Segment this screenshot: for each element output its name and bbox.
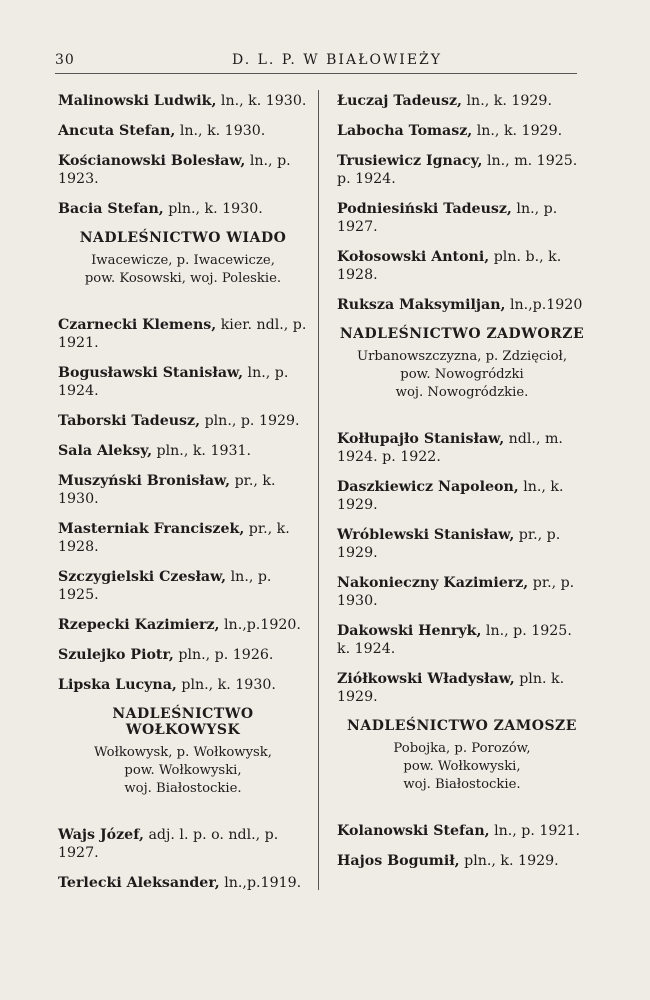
staff-name: Trusiewicz Ignacy,	[337, 153, 483, 169]
staff-name: Nakonieczny Kazimierz,	[337, 575, 529, 591]
staff-detail: kier. ndl., p. 1921.	[58, 317, 307, 351]
right-column	[337, 92, 587, 882]
staff-detail: ln., k. 1929.	[476, 123, 563, 139]
header-rule	[55, 73, 577, 74]
staff-detail: ln.,p.1920	[509, 297, 583, 313]
staff-detail: ln., p. 1924.	[58, 365, 289, 399]
staff-entry	[337, 248, 587, 284]
staff-detail: ln., p. 1925.	[58, 569, 272, 603]
staff-detail: pln., p. 1926.	[178, 647, 274, 663]
staff-entry	[337, 296, 587, 314]
staff-detail: ln., k. 1929.	[337, 479, 564, 513]
staff-detail: ln., p. 1923.	[58, 153, 291, 187]
staff-entry	[337, 122, 587, 140]
staff-name: Ancuta Stefan,	[58, 123, 176, 139]
staff-entry	[337, 478, 587, 514]
staff-entry	[337, 574, 587, 610]
staff-name: Kołłupajło Stanisław,	[337, 431, 505, 447]
staff-entry	[58, 646, 308, 664]
staff-detail: ln., k. 1930.	[220, 93, 307, 109]
district-address-line: pow. Kosowski, woj. Poleskie.	[84, 271, 282, 286]
staff-entry	[337, 92, 587, 110]
staff-name: Lipska Lucyna,	[58, 677, 177, 693]
district-title: NADLEŚNICTWO ZAMOSZE	[347, 718, 577, 734]
staff-detail: pr., p. 1929.	[337, 527, 561, 561]
staff-entry	[58, 316, 308, 352]
staff-name: Bacia Stefan,	[58, 201, 164, 217]
staff-name: Kościanowski Bolesław,	[58, 153, 246, 169]
staff-name: Terlecki Aleksander,	[58, 875, 220, 891]
district-address-line: woj. Nowogródzkie.	[395, 385, 529, 400]
district-address-line: woj. Białostockie.	[403, 777, 521, 792]
staff-detail: ln., p. 1925. k. 1924.	[337, 623, 572, 657]
staff-detail: ndl., m. 1924. p. 1922.	[337, 431, 563, 465]
staff-detail: pln., k. 1931.	[156, 443, 252, 459]
staff-entry	[58, 520, 308, 556]
staff-entry	[58, 122, 308, 140]
staff-detail: ln., m. 1925. p. 1924.	[337, 153, 578, 187]
staff-entry	[58, 152, 308, 188]
staff-entry	[337, 152, 587, 188]
staff-detail: pln. k. 1929.	[337, 671, 565, 705]
district-section	[58, 706, 308, 798]
staff-name: Szulejko Piotr,	[58, 647, 174, 663]
district-address-line: pow. Nowogródzki	[400, 367, 524, 382]
staff-detail: ln.,p.1919.	[224, 875, 302, 891]
staff-detail: pln. b., k. 1928.	[337, 249, 562, 283]
staff-detail: ln., k. 1930.	[179, 123, 266, 139]
column-divider	[318, 90, 319, 890]
staff-name: Masterniak Franciszek,	[58, 521, 245, 537]
staff-name: Wajs Józef,	[58, 827, 144, 843]
staff-entry	[58, 616, 308, 634]
staff-name: Rzepecki Kazimierz,	[58, 617, 220, 633]
staff-name: Malinowski Ludwik,	[58, 93, 217, 109]
staff-name: Labocha Tomasz,	[337, 123, 473, 139]
staff-entry	[337, 622, 587, 658]
staff-entry	[58, 364, 308, 400]
staff-entry	[337, 852, 587, 870]
district-section	[58, 230, 308, 288]
district-address-line: Iwacewicze, p. Iwacewicze,	[91, 253, 275, 268]
staff-name: Ruksza Maksymiljan,	[337, 297, 506, 313]
staff-name: Czarnecki Klemens,	[58, 317, 217, 333]
district-address-line: Wołkowysk, p. Wołkowysk,	[93, 745, 272, 760]
staff-entry	[337, 526, 587, 562]
staff-name: Daszkiewicz Napoleon,	[337, 479, 519, 495]
staff-entry	[58, 412, 308, 430]
staff-entry	[58, 568, 308, 604]
district-address-line: Pobojka, p. Porozów,	[393, 741, 531, 756]
staff-detail: pr., k. 1928.	[58, 521, 290, 555]
staff-detail: pln., p. 1929.	[204, 413, 300, 429]
staff-detail: pln., k. 1929.	[464, 853, 559, 869]
staff-name: Muszyński Bronisław,	[58, 473, 231, 489]
district-address-line: pow. Wołkowyski,	[124, 763, 242, 778]
staff-name: Hajos Bogumił,	[337, 853, 460, 869]
staff-name: Ziółkowski Władysław,	[337, 671, 515, 687]
staff-name: Wróblewski Stanisław,	[337, 527, 515, 543]
staff-name: Szczygielski Czesław,	[58, 569, 227, 585]
staff-entry	[58, 92, 308, 110]
staff-detail: pln., k. 1930.	[168, 201, 263, 217]
staff-name: Sala Aleksy,	[58, 443, 153, 459]
district-address-line: pow. Wołkowyski,	[403, 759, 521, 774]
district-title: NADLEŚNICTWO WIADO	[79, 230, 287, 246]
staff-entry	[337, 200, 587, 236]
staff-name: Łuczaj Tadeusz,	[337, 93, 462, 109]
staff-detail: pr., p. 1930.	[337, 575, 575, 609]
staff-entry	[58, 826, 308, 862]
staff-detail: pln., k. 1930.	[181, 677, 276, 693]
district-address-line: woj. Białostockie.	[124, 781, 242, 796]
staff-detail: ln., k. 1929.	[466, 93, 552, 109]
staff-detail: adj. l. p. o. ndl., p. 1927.	[58, 827, 279, 861]
page-number: 30	[55, 52, 75, 68]
staff-name: Taborski Tadeusz,	[58, 413, 201, 429]
district-address-line: Urbanowszczyzna, p. Zdzięcioł,	[356, 349, 568, 364]
staff-entry	[337, 670, 587, 706]
district-section	[337, 718, 587, 794]
district-title: NADLEŚNICTWO WOŁKOWYSK	[112, 706, 254, 738]
left-column	[58, 92, 308, 904]
staff-entry	[58, 442, 308, 460]
running-head: D. L. P. W BIAŁOWIEŻY	[232, 52, 443, 68]
staff-name: Kołosowski Antoni,	[337, 249, 490, 265]
staff-name: Podniesiński Tadeusz,	[337, 201, 512, 217]
staff-entry	[58, 472, 308, 508]
district-title: NADLEŚNICTWO ZADWORZE	[339, 326, 585, 342]
staff-entry	[58, 874, 308, 892]
staff-detail: ln., p. 1927.	[337, 201, 558, 235]
staff-entry	[58, 200, 308, 218]
staff-name: Bogusławski Stanisław,	[58, 365, 244, 381]
staff-entry	[337, 822, 587, 840]
staff-entry	[58, 676, 308, 694]
staff-name: Dakowski Henryk,	[337, 623, 482, 639]
staff-detail: pr., k. 1930.	[58, 473, 276, 507]
staff-detail: ln., p. 1921.	[494, 823, 581, 839]
staff-detail: ln.,p.1920.	[224, 617, 301, 633]
district-section	[337, 326, 587, 402]
staff-entry	[337, 430, 587, 466]
staff-name: Kolanowski Stefan,	[337, 823, 490, 839]
